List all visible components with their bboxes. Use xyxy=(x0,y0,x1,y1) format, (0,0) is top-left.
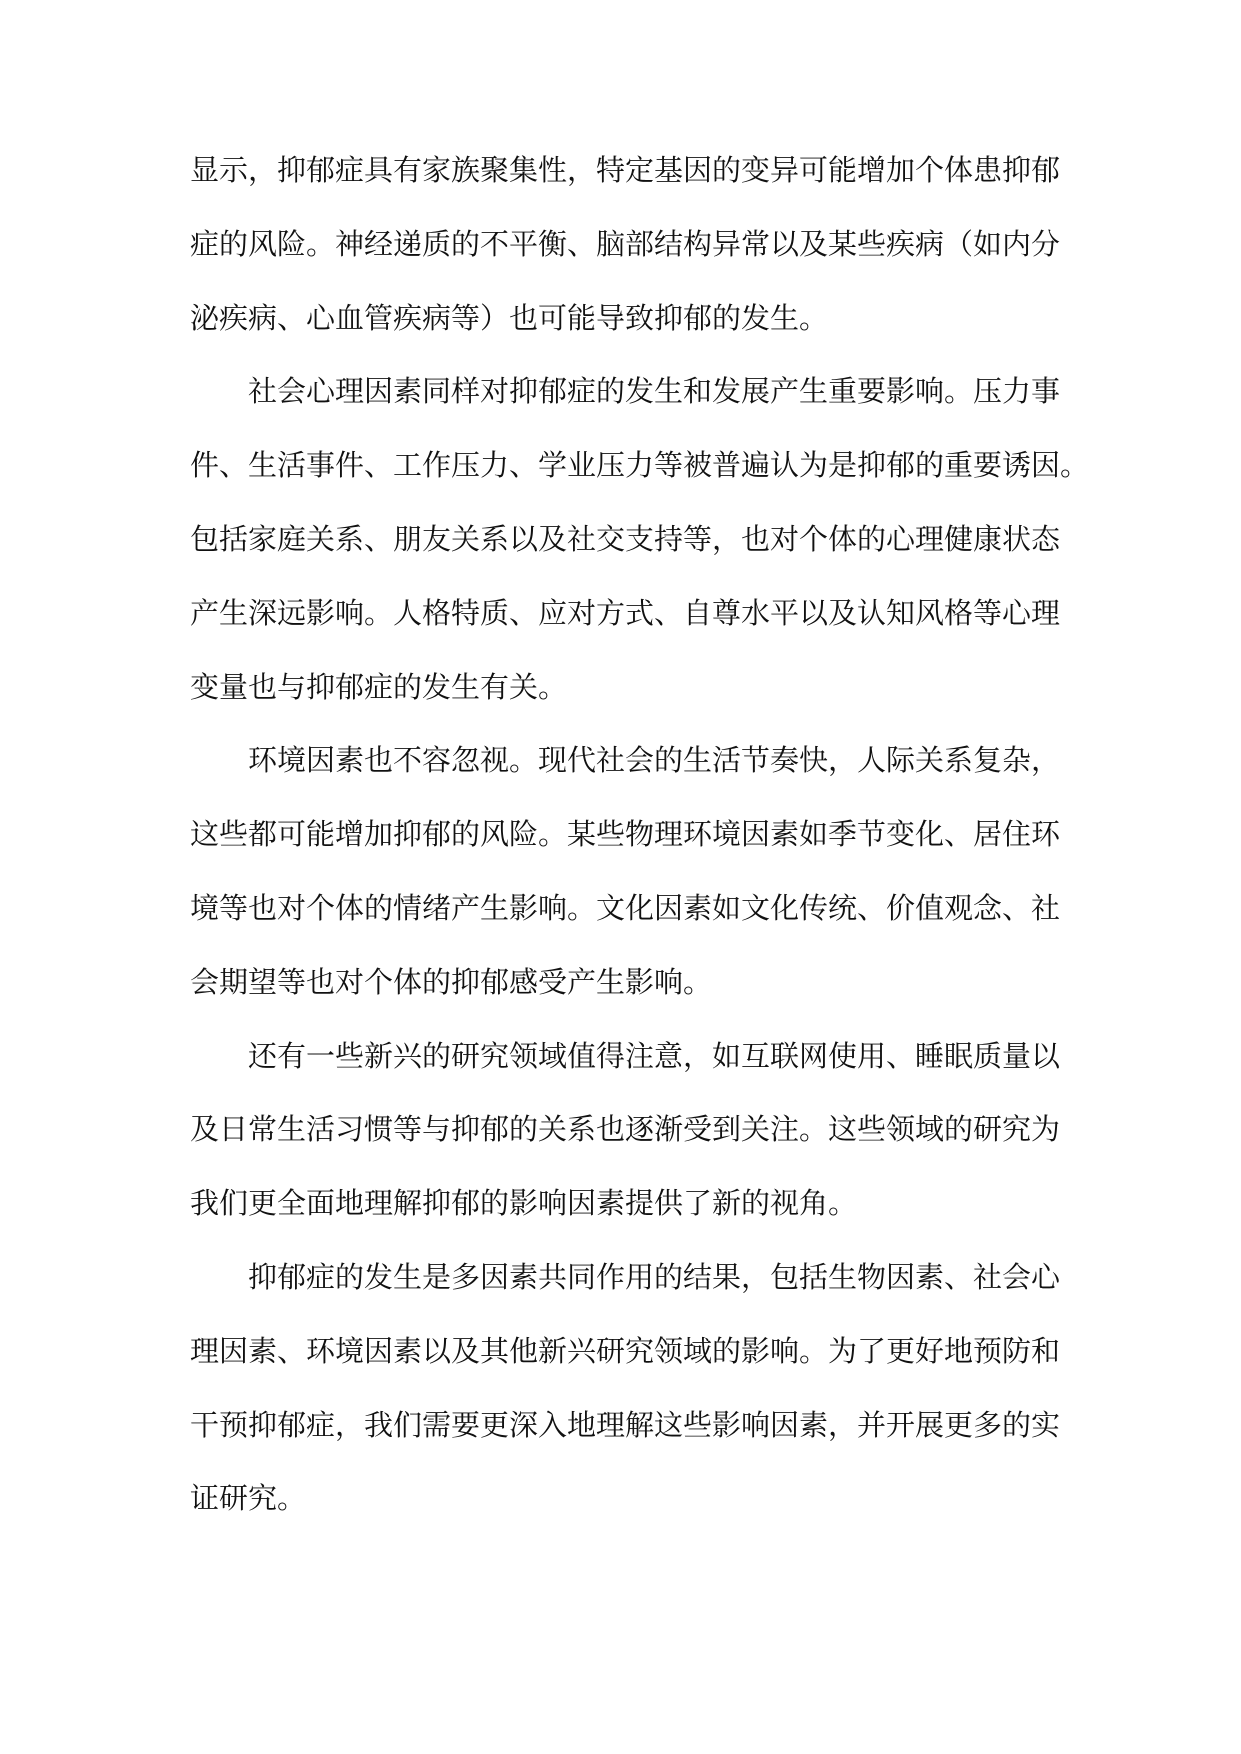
text-line: 理因素、环境因素以及其他新兴研究领域的影响。为了更好地预防和 xyxy=(190,1333,1061,1368)
text-line: 变量也与抑郁症的发生有关。 xyxy=(190,669,568,704)
text-line: 境等也对个体的情绪产生影响。文化因素如文化传统、价值观念、社 xyxy=(190,890,1061,925)
text-line: 产生深远影响。人格特质、应对方式、自尊水平以及认知风格等心理 xyxy=(190,595,1061,630)
text-line: 社会心理因素同样对抑郁症的发生和发展产生重要影响。压力事 xyxy=(248,374,1061,409)
text-line: 会期望等也对个体的抑郁感受产生影响。 xyxy=(190,964,713,999)
paragraph-environmental-factors xyxy=(190,724,1061,1019)
text-line: 干预抑郁症，我们需要更深入地理解这些影响因素，并开展更多的实 xyxy=(190,1407,1061,1442)
text-line: 泌疾病、心血管疾病等）也可能导致抑郁的发生。 xyxy=(190,300,829,335)
paragraph-social-psychological-factors xyxy=(190,355,1090,724)
text-line: 包括家庭关系、朋友关系以及社交支持等，也对个体的心理健康状态 xyxy=(190,521,1061,556)
paragraph-conclusion xyxy=(190,1241,1061,1536)
paragraph-emerging-research xyxy=(190,1020,1061,1241)
text-line: 及日常生活习惯等与抑郁的关系也逐渐受到关注。这些领域的研究为 xyxy=(190,1112,1061,1147)
text-line: 这些都可能增加抑郁的风险。某些物理环境因素如季节变化、居住环 xyxy=(190,817,1061,852)
text-line: 显示，抑郁症具有家族聚集性，特定基因的变异可能增加个体患抑郁 xyxy=(190,153,1061,187)
text-line: 症的风险。神经递质的不平衡、脑部结构异常以及某些疾病（如内分 xyxy=(190,226,1061,261)
text-line: 还有一些新兴的研究领域值得注意，如互联网使用、睡眠质量以 xyxy=(248,1038,1061,1073)
text-line: 我们更全面地理解抑郁的影响因素提供了新的视角。 xyxy=(190,1186,858,1221)
paragraph-biological-factors xyxy=(190,134,1061,355)
text-line: 环境因素也不容忽视。现代社会的生活节奏快，人际关系复杂， xyxy=(248,743,1061,778)
text-line: 证研究。 xyxy=(190,1481,307,1516)
text-line: 抑郁症的发生是多因素共同作用的结果，包括生物因素、社会心 xyxy=(248,1259,1061,1294)
text-line: 件、生活事件、工作压力、学业压力等被普遍认为是抑郁的重要诱因。 xyxy=(190,448,1090,483)
document-body xyxy=(190,134,1090,1536)
